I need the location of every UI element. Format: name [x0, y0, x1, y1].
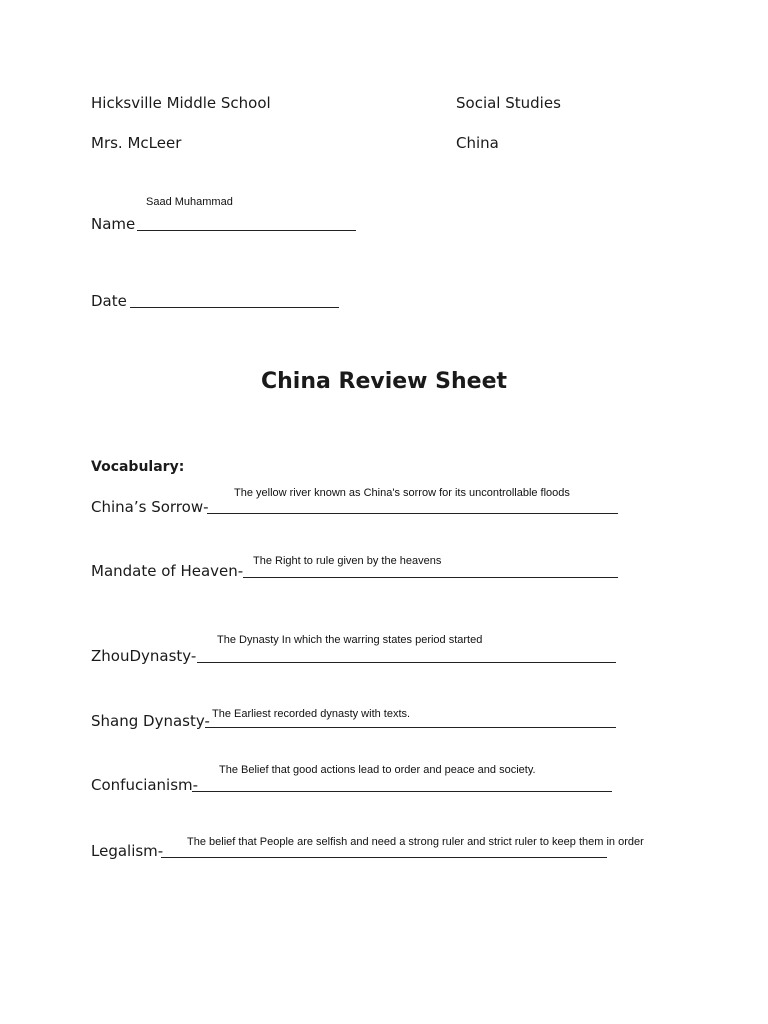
date-underline [130, 307, 339, 308]
vocab-term-legalism: Legalism- [91, 842, 164, 860]
vocab-answer-shang-dynasty[interactable]: The Earliest recorded dynasty with texts. [212, 708, 411, 720]
vocab-answer-zhou-dynasty[interactable]: The Dynasty In which the warring states period started [217, 634, 483, 646]
vocab-term-zhou-dynasty: ZhouDynasty- [91, 647, 197, 665]
vocab-term-mandate-of-heaven: Mandate of Heaven- [91, 562, 244, 580]
vocab-line-confucianism [192, 791, 612, 792]
vocab-line-shang-dynasty [205, 727, 616, 728]
subject-name: Social Studies [456, 94, 561, 112]
date-label: Date [91, 292, 127, 310]
vocab-answer-chinas-sorrow[interactable]: The yellow river known as China's sorrow for its uncontrollable floods [234, 487, 570, 499]
vocab-term-confucianism: Confucianism- [91, 776, 199, 794]
name-value[interactable]: Saad Muhammad [146, 196, 233, 208]
vocab-answer-legalism[interactable]: The belief that People are selfish and need a strong ruler and strict ruler to keep them in order [187, 836, 644, 848]
vocab-line-zhou-dynasty [197, 662, 616, 663]
vocab-line-legalism [161, 857, 607, 858]
school-name: Hicksville Middle School [91, 94, 271, 112]
name-label: Name [91, 215, 136, 233]
vocab-answer-confucianism[interactable]: The Belief that good actions lead to order and peace and society. [219, 764, 536, 776]
vocab-line-mandate-of-heaven [243, 577, 618, 578]
vocab-term-shang-dynasty: Shang Dynasty- [91, 712, 210, 730]
vocab-term-chinas-sorrow: China’s Sorrow- [91, 498, 209, 516]
page-title: China Review Sheet [260, 369, 508, 394]
unit-name: China [456, 134, 499, 152]
name-underline [137, 230, 356, 231]
vocab-line-chinas-sorrow [207, 513, 618, 514]
vocab-answer-mandate-of-heaven[interactable]: The Right to rule given by the heavens [253, 555, 442, 567]
teacher-name: Mrs. McLeer [91, 134, 182, 152]
vocabulary-heading: Vocabulary: [91, 459, 185, 475]
